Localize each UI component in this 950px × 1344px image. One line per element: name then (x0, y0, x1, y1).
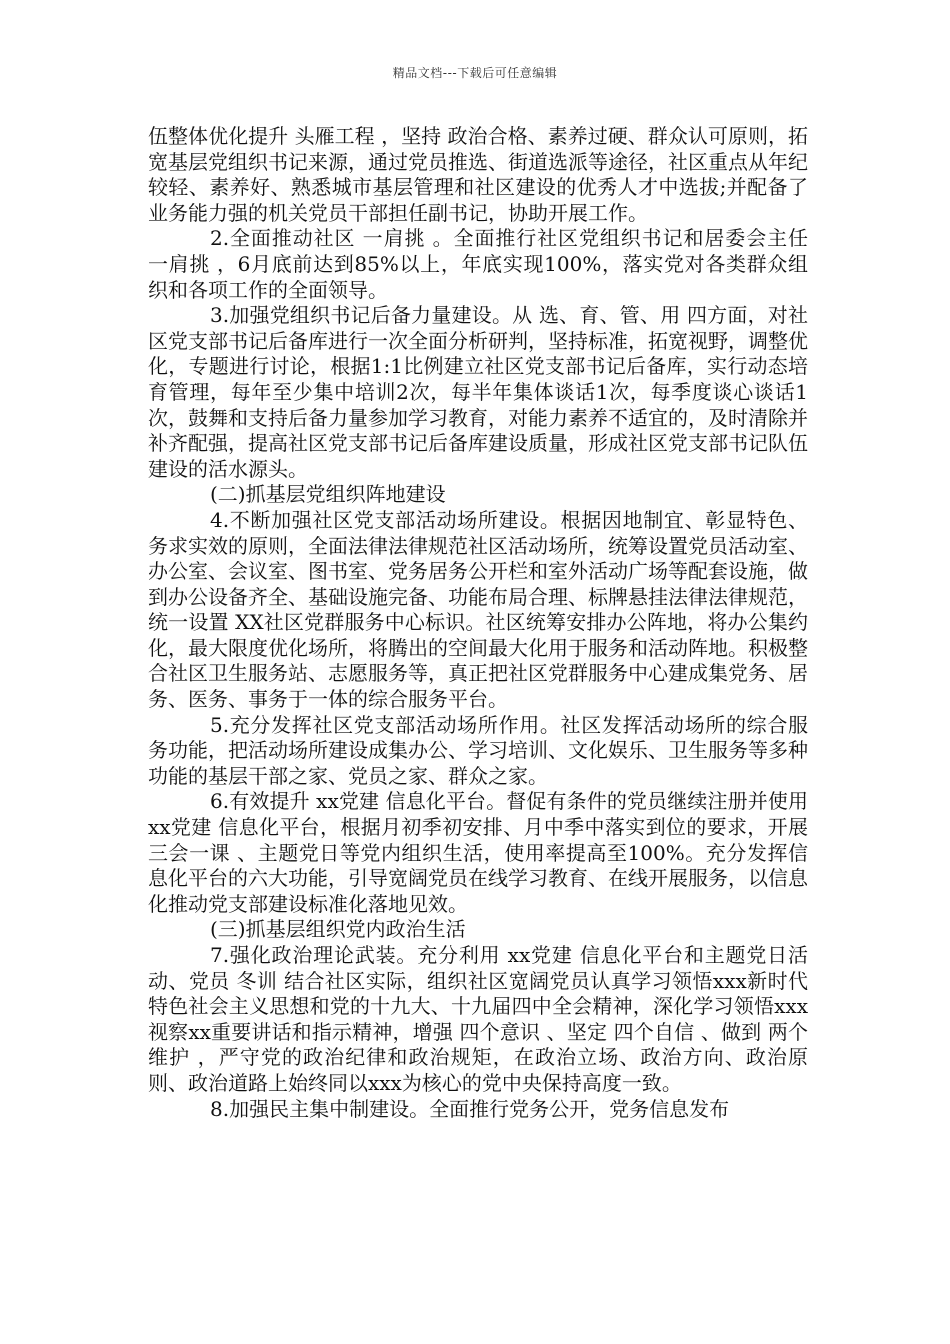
section-heading: (三)抓基层组织党内政治生活 (210, 917, 466, 942)
page-header: 精品文档---下载后可任意编辑 (392, 66, 558, 80)
paragraph: 3.加强党组织书记后备力量建设。从 选、育、管、用 四方面，对社区党支部书记后备库进行一次全面分析研判，坚持标准，拓宽视野，调整优化，专题进行讨论，根据1:1比例建立社区党支部书记后备库，实行动态培育管理，每年至少集中培训2次，每半年集体谈话1次，每季度谈心谈话1次，鼓舞和支持后备力量参加学习教育，对能力素养不适宜的，及时清除并补齐配强，提高社区党支部书记后备库建设质量，形成社区党支部书记队伍建设的活水源头。 (148, 303, 808, 481)
document-body (148, 124, 808, 1122)
section-heading: (二)抓基层党组织阵地建设 (210, 482, 446, 507)
paragraph: 2.全面推动社区 一肩挑 。全面推行社区党组织书记和居委会主任 一肩挑 ，6月底前达到85%以上，年底实现100%，落实党对各类群众组织和各项工作的全面领导。 (148, 226, 808, 302)
paragraph: 伍整体优化提升 头雁工程 ，坚持 政治合格、素养过硬、群众认可原则，拓宽基层党组织书记来源，通过党员推选、街道选派等途径，社区重点从年纪较轻、素养好、熟悉城市基层管理和社区建设的优秀人才中选拔;并配备了业务能力强的机关党员干部担任副书记，协助开展工作。 (148, 124, 808, 225)
paragraph: 8.加强民主集中制建设。全面推行党务公开，党务信息发布 (210, 1096, 730, 1121)
paragraph: 6.有效提升 xx党建 信息化平台。督促有条件的党员继续注册并使用 xx党建 信息化平台，根据月初季初安排、月中季中落实到位的要求，开展 三会一课 、主题党日等党内组织生活，使用率提高至100%。充分发挥信息化平台的六大功能，引导宽阔党员在线学习教育、在线开展服务，以信息化推动党支部建设标准化落地见效。 (148, 789, 808, 916)
paragraph: 4.不断加强社区党支部活动场所建设。根据因地制宜、彰显特色、务求实效的原则，全面法律法律规范社区活动场所，统筹设置党员活动室、办公室、会议室、图书室、党务居务公开栏和室外活动广场等配套设施，做到办公设备齐全、基础设施完备、功能布局合理、标牌悬挂法律法律规范，统一设置 XX社区党群服务中心标识。社区统筹安排办公阵地，将办公集约化，最大限度优化场所，将腾出的空间最大化用于服务和活动阵地。积极整合社区卫生服务站、志愿服务等，真正把社区党群服务中心建成集党务、居务、医务、事务于一体的综合服务平台。 (148, 507, 808, 712)
paragraph: 7.强化政治理论武装。充分利用 xx党建 信息化平台和主题党日活动、党员 冬训 结合社区实际，组织社区宽阔党员认真学习领悟xxx新时代特色社会主义思想和党的十九大、十九届四中全会精神，深化学习领悟xxx视察xx重要讲话和指示精神，增强 四个意识 、坚定 四个自信 、做到 两个维护 ，严守党的政治纪律和政治规矩，在政治立场、政治方向、政治原则、政治道路上始终同以xxx为核心的党中央保持高度一致。 (148, 943, 808, 1095)
paragraph: 5.充分发挥社区党支部活动场所作用。社区发挥活动场所的综合服务功能，把活动场所建设成集办公、学习培训、文化娱乐、卫生服务等多种功能的基层干部之家、党员之家、群众之家。 (148, 712, 808, 788)
